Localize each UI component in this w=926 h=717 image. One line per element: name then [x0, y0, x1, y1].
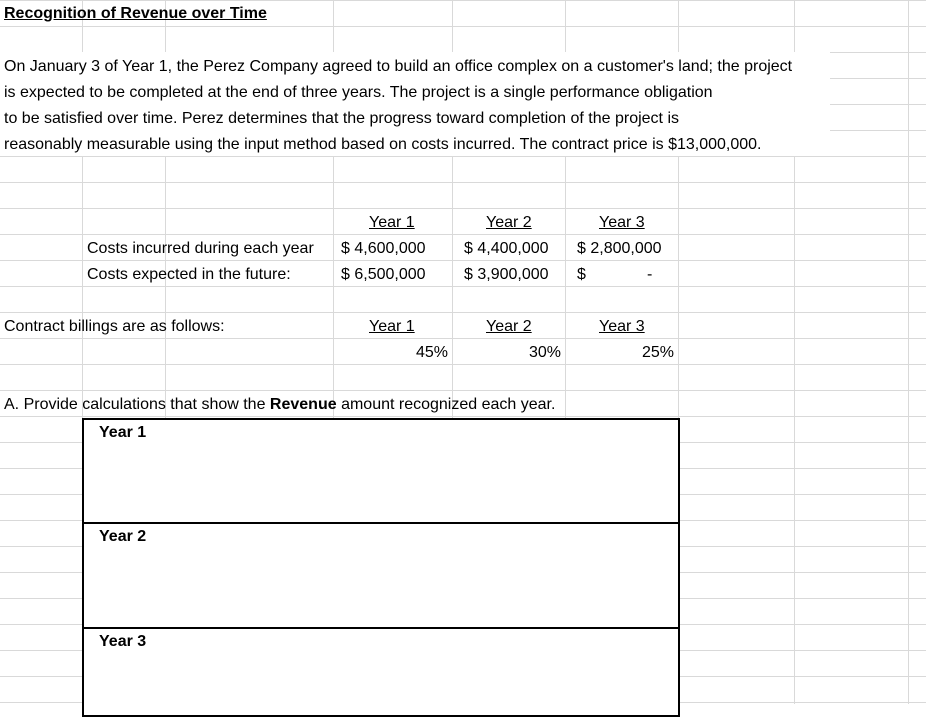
grid-row-line: [0, 364, 926, 365]
grid-row-line: [0, 416, 926, 417]
grid-row-line: [0, 234, 926, 235]
billing-percent-year-1: 45%: [415, 344, 448, 361]
costs-expected-year-2: $ 3,900,000: [464, 266, 549, 283]
billings-header-year-1: Year 1: [369, 318, 415, 335]
billing-percent-year-3: 25%: [641, 344, 674, 361]
cost-header-year-3: Year 3: [599, 214, 645, 231]
costs-incurred-year-2: $ 4,400,000: [464, 240, 549, 257]
grid-row-line: [0, 0, 926, 1]
grid-row-line: [0, 156, 926, 157]
costs-expected-label: Costs expected in the future:: [87, 266, 291, 283]
costs-expected-year-3: $: [577, 266, 586, 283]
question-bold-word: Revenue: [269, 396, 337, 413]
costs-expected-year-1: $ 6,500,000: [341, 266, 426, 283]
answer-box-year-1-label: Year 1: [99, 424, 147, 441]
grid-row-line: [0, 208, 926, 209]
grid-row-line: [0, 182, 926, 183]
sheet-title: Recognition of Revenue over Time: [4, 5, 267, 22]
costs-incurred-year-1: $ 4,600,000: [341, 240, 426, 257]
billings-header-year-3: Year 3: [599, 318, 645, 335]
grid-row-line: [0, 312, 926, 313]
grid-row-line: [0, 286, 926, 287]
answer-box-year-1[interactable]: [82, 418, 680, 524]
intro-line-4: reasonably measurable using the input method based on costs incurred. The contract price is $13,000,000.: [4, 136, 762, 153]
intro-line-3: to be satisfied over time. Perez determines that the progress toward completion of the project is: [4, 110, 679, 127]
answer-box-year-3-label: Year 3: [99, 633, 147, 650]
answer-box-year-2[interactable]: [82, 522, 680, 629]
billings-header-year-2: Year 2: [486, 318, 532, 335]
costs-incurred-label: Costs incurred during each year: [87, 240, 314, 257]
costs-incurred-year-3: $ 2,800,000: [577, 240, 662, 257]
grid-row-line: [0, 338, 926, 339]
cost-header-year-1: Year 1: [369, 214, 415, 231]
intro-line-2: is expected to be completed at the end of three years. The project is a single performance obligation: [4, 84, 713, 101]
cost-header-year-2: Year 2: [486, 214, 532, 231]
grid-row-line: [0, 260, 926, 261]
grid-row-line: [0, 390, 926, 391]
billings-label: Contract billings are as follows:: [4, 318, 225, 335]
question-text: A. Provide calculations that show the Revenue amount recognized each year.: [4, 396, 556, 413]
answer-box-year-2-label: Year 2: [99, 528, 147, 545]
billing-percent-year-2: 30%: [528, 344, 561, 361]
costs-expected-year-3-dash: -: [647, 266, 653, 283]
intro-line-1: On January 3 of Year 1, the Perez Company agreed to build an office complex on a customer's land; the project: [4, 58, 793, 75]
grid-row-line: [0, 26, 926, 27]
